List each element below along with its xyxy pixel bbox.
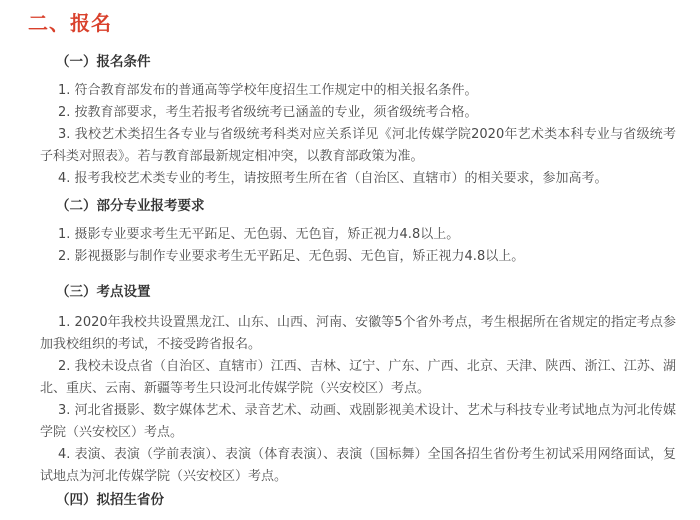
requirement-item-1: 1. 摄影专业要求考生无平跖足、无色弱、无色盲，矫正视力4.8以上。 <box>58 227 460 242</box>
condition-item-1: 1. 符合教育部发布的普通高等学校年度招生工作规定中的相关报名条件。 <box>58 83 478 98</box>
exam-site-item-1: 1. 2020年我校共设置黑龙江、山东、山西、河南、安徽等5个省外考点，考生根据所在省规定的指定考点参加我校组织的考试，不接受跨省报名。 <box>40 315 676 352</box>
condition-item-4: 4. 报考我校艺术类专业的考生，请按照考生所在省（自治区、直辖市）的相关要求，参加高考。 <box>58 171 608 186</box>
exam-site-item-2: 2. 我校未设点省（自治区、直辖市）江西、吉林、辽宁、广东、广西、北京、天津、陕西、浙江、江苏、湖北、重庆、云南、新疆等考生只设河北传媒学院（兴安校区）考点。 <box>40 359 676 396</box>
section-heading-enrollment-provinces: （四）拟招生省份 <box>56 492 164 508</box>
condition-item-2: 2. 按教育部要求，考生若报考省级统考已涵盖的专业，须省级统考合格。 <box>58 105 478 120</box>
section-heading-exam-sites: （三）考点设置 <box>56 284 151 300</box>
page-title: 二、报名 <box>28 11 112 35</box>
requirement-item-2: 2. 影视摄影与制作专业要求考生无平跖足、无色弱、无色盲，矫正视力4.8以上。 <box>58 249 525 264</box>
exam-site-item-4: 4. 表演、表演（学前表演）、表演（体育表演）、表演（国标舞）全国各招生省份考生初试采用网络面试，复试地点为河北传媒学院（兴安校区）考点。 <box>40 447 676 484</box>
section-heading-major-requirements: （二）部分专业报考要求 <box>56 198 205 214</box>
condition-item-3: 3. 我校艺术类招生各专业与省级统考科类对应关系详见《河北传媒学院2020年艺术类本科专业与省级统考子科类对照表》。若与教育部最新规定相冲突，以教育部政策为准。 <box>40 127 676 164</box>
section-heading-registration-conditions: （一）报名条件 <box>56 54 151 70</box>
exam-site-item-3: 3. 河北省摄影、数字媒体艺术、录音艺术、动画、戏剧影视美术设计、艺术与科技专业考试地点为河北传媒学院（兴安校区）考点。 <box>40 403 676 440</box>
